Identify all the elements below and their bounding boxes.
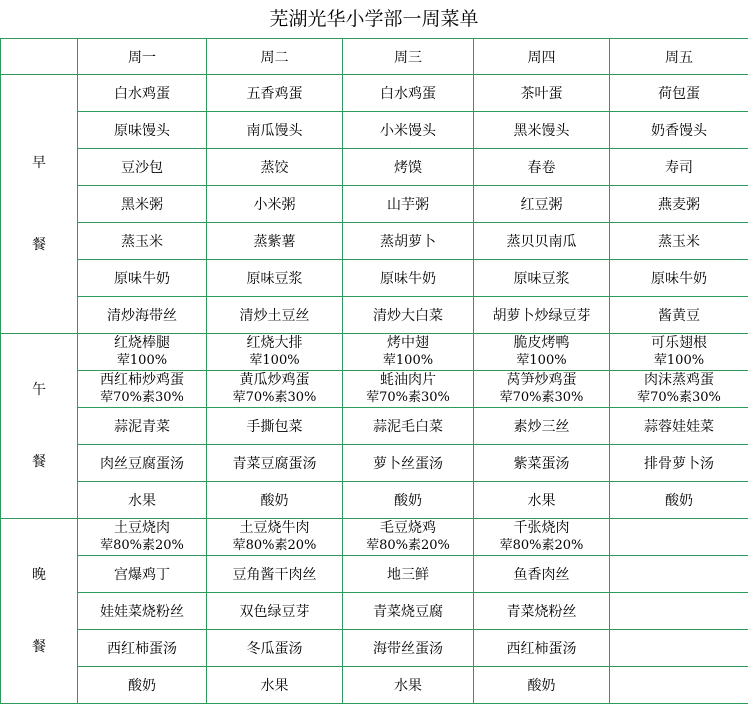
menu-cell: 茶叶蛋 bbox=[474, 75, 610, 112]
menu-cell: 双色绿豆芽 bbox=[207, 593, 343, 630]
menu-cell: 春卷 bbox=[474, 149, 610, 186]
menu-cell: 原味豆浆 bbox=[207, 260, 343, 297]
menu-cell: 青菜烧粉丝 bbox=[474, 593, 610, 630]
menu-cell: 豆角酱干肉丝 bbox=[207, 556, 343, 593]
empty-cell bbox=[610, 593, 748, 630]
menu-cell: 清炒大白菜 bbox=[343, 297, 474, 334]
menu-cell: 肉沫蒸鸡蛋 荤70%素30% bbox=[610, 371, 748, 408]
menu-cell: 蒸胡萝卜 bbox=[343, 223, 474, 260]
menu-cell: 寿司 bbox=[610, 149, 748, 186]
menu-cell: 水果 bbox=[343, 667, 474, 704]
day-header: 周一 bbox=[78, 39, 207, 75]
menu-cell: 白水鸡蛋 bbox=[343, 75, 474, 112]
menu-cell: 原味牛奶 bbox=[78, 260, 207, 297]
table-row bbox=[1, 297, 748, 334]
meal-label-breakfast: 早 餐 bbox=[1, 75, 78, 334]
menu-cell: 蒸玉米 bbox=[78, 223, 207, 260]
menu-cell: 脆皮烤鸭 荤100% bbox=[474, 334, 610, 371]
menu-cell: 莴笋炒鸡蛋 荤70%素30% bbox=[474, 371, 610, 408]
menu-cell: 蒸玉米 bbox=[610, 223, 748, 260]
menu-cell: 山芋粥 bbox=[343, 186, 474, 223]
menu-cell: 原味豆浆 bbox=[474, 260, 610, 297]
menu-cell: 清炒海带丝 bbox=[78, 297, 207, 334]
corner-cell bbox=[1, 39, 78, 75]
menu-cell: 娃娃菜烧粉丝 bbox=[78, 593, 207, 630]
menu-cell: 五香鸡蛋 bbox=[207, 75, 343, 112]
menu-cell: 黑米粥 bbox=[78, 186, 207, 223]
menu-cell: 毛豆烧鸡 荤80%素20% bbox=[343, 519, 474, 556]
menu-cell: 黄瓜炒鸡蛋 荤70%素30% bbox=[207, 371, 343, 408]
menu-cell: 水果 bbox=[78, 482, 207, 519]
table-row bbox=[1, 445, 748, 482]
menu-cell: 小米粥 bbox=[207, 186, 343, 223]
menu-cell: 原味馒头 bbox=[78, 112, 207, 149]
menu-cell: 水果 bbox=[474, 482, 610, 519]
menu-cell: 紫菜蛋汤 bbox=[474, 445, 610, 482]
menu-cell: 红烧棒腿 荤100% bbox=[78, 334, 207, 371]
table-row bbox=[1, 112, 748, 149]
table-row bbox=[1, 667, 748, 704]
table-row bbox=[1, 186, 748, 223]
table-row bbox=[1, 408, 748, 445]
menu-cell: 蒜泥毛白菜 bbox=[343, 408, 474, 445]
menu-cell: 烤馍 bbox=[343, 149, 474, 186]
table-row bbox=[1, 593, 748, 630]
menu-cell: 鱼香肉丝 bbox=[474, 556, 610, 593]
day-header: 周四 bbox=[474, 39, 610, 75]
menu-cell: 宫爆鸡丁 bbox=[78, 556, 207, 593]
meal-label-dinner: 晚 餐 bbox=[1, 519, 78, 704]
menu-cell: 西红柿蛋汤 bbox=[474, 630, 610, 667]
menu-cell: 红豆粥 bbox=[474, 186, 610, 223]
empty-cell bbox=[610, 556, 748, 593]
menu-cell: 土豆烧牛肉 荤80%素20% bbox=[207, 519, 343, 556]
menu-cell: 酸奶 bbox=[78, 667, 207, 704]
day-header: 周二 bbox=[207, 39, 343, 75]
menu-cell: 原味牛奶 bbox=[610, 260, 748, 297]
menu-cell: 白水鸡蛋 bbox=[78, 75, 207, 112]
menu-cell: 冬瓜蛋汤 bbox=[207, 630, 343, 667]
menu-cell: 酸奶 bbox=[207, 482, 343, 519]
menu-cell: 西红柿炒鸡蛋 荤70%素30% bbox=[78, 371, 207, 408]
menu-cell: 蒜蓉娃娃菜 bbox=[610, 408, 748, 445]
menu-cell: 蚝油肉片 荤70%素30% bbox=[343, 371, 474, 408]
menu-cell: 蒸饺 bbox=[207, 149, 343, 186]
menu-cell: 燕麦粥 bbox=[610, 186, 748, 223]
menu-cell: 可乐翅根 荤100% bbox=[610, 334, 748, 371]
meal-label-lunch: 午 餐 bbox=[1, 334, 78, 519]
menu-cell: 地三鲜 bbox=[343, 556, 474, 593]
menu-cell: 酸奶 bbox=[610, 482, 748, 519]
menu-cell: 红烧大排 荤100% bbox=[207, 334, 343, 371]
menu-cell: 豆沙包 bbox=[78, 149, 207, 186]
menu-cell: 清炒土豆丝 bbox=[207, 297, 343, 334]
menu-cell: 西红柿蛋汤 bbox=[78, 630, 207, 667]
table-row bbox=[1, 556, 748, 593]
menu-cell: 原味牛奶 bbox=[343, 260, 474, 297]
menu-cell: 排骨萝卜汤 bbox=[610, 445, 748, 482]
header-row bbox=[1, 39, 748, 75]
menu-cell: 青菜烧豆腐 bbox=[343, 593, 474, 630]
menu-cell: 素炒三丝 bbox=[474, 408, 610, 445]
menu-cell: 蒸贝贝南瓜 bbox=[474, 223, 610, 260]
menu-cell: 小米馒头 bbox=[343, 112, 474, 149]
table-row bbox=[1, 75, 748, 112]
menu-cell: 萝卜丝蛋汤 bbox=[343, 445, 474, 482]
menu-cell: 蒜泥青菜 bbox=[78, 408, 207, 445]
menu-cell: 黑米馒头 bbox=[474, 112, 610, 149]
menu-cell: 青菜豆腐蛋汤 bbox=[207, 445, 343, 482]
menu-cell: 酱黄豆 bbox=[610, 297, 748, 334]
menu-cell: 海带丝蛋汤 bbox=[343, 630, 474, 667]
day-header: 周三 bbox=[343, 39, 474, 75]
empty-cell bbox=[610, 519, 748, 556]
menu-cell: 手撕包菜 bbox=[207, 408, 343, 445]
menu-cell: 奶香馒头 bbox=[610, 112, 748, 149]
table-row bbox=[1, 149, 748, 186]
table-row bbox=[1, 223, 748, 260]
menu-cell: 荷包蛋 bbox=[610, 75, 748, 112]
menu-cell: 酸奶 bbox=[343, 482, 474, 519]
table-row bbox=[1, 260, 748, 297]
table-row bbox=[1, 482, 748, 519]
menu-cell: 南瓜馒头 bbox=[207, 112, 343, 149]
menu-cell: 水果 bbox=[207, 667, 343, 704]
menu-cell: 酸奶 bbox=[474, 667, 610, 704]
weekly-menu-table bbox=[0, 38, 748, 704]
menu-cell: 蒸紫薯 bbox=[207, 223, 343, 260]
empty-cell bbox=[610, 667, 748, 704]
menu-cell: 肉丝豆腐蛋汤 bbox=[78, 445, 207, 482]
empty-cell bbox=[610, 630, 748, 667]
table-row bbox=[1, 371, 748, 408]
menu-cell: 胡萝卜炒绿豆芽 bbox=[474, 297, 610, 334]
menu-title: 芜湖光华小学部一周菜单 bbox=[269, 8, 479, 30]
day-header: 周五 bbox=[610, 39, 748, 75]
menu-cell: 烤中翅 荤100% bbox=[343, 334, 474, 371]
menu-cell: 千张烧肉 荤80%素20% bbox=[474, 519, 610, 556]
table-row bbox=[1, 630, 748, 667]
menu-cell: 土豆烧肉 荤80%素20% bbox=[78, 519, 207, 556]
table-row bbox=[1, 519, 748, 556]
table-row bbox=[1, 334, 748, 371]
